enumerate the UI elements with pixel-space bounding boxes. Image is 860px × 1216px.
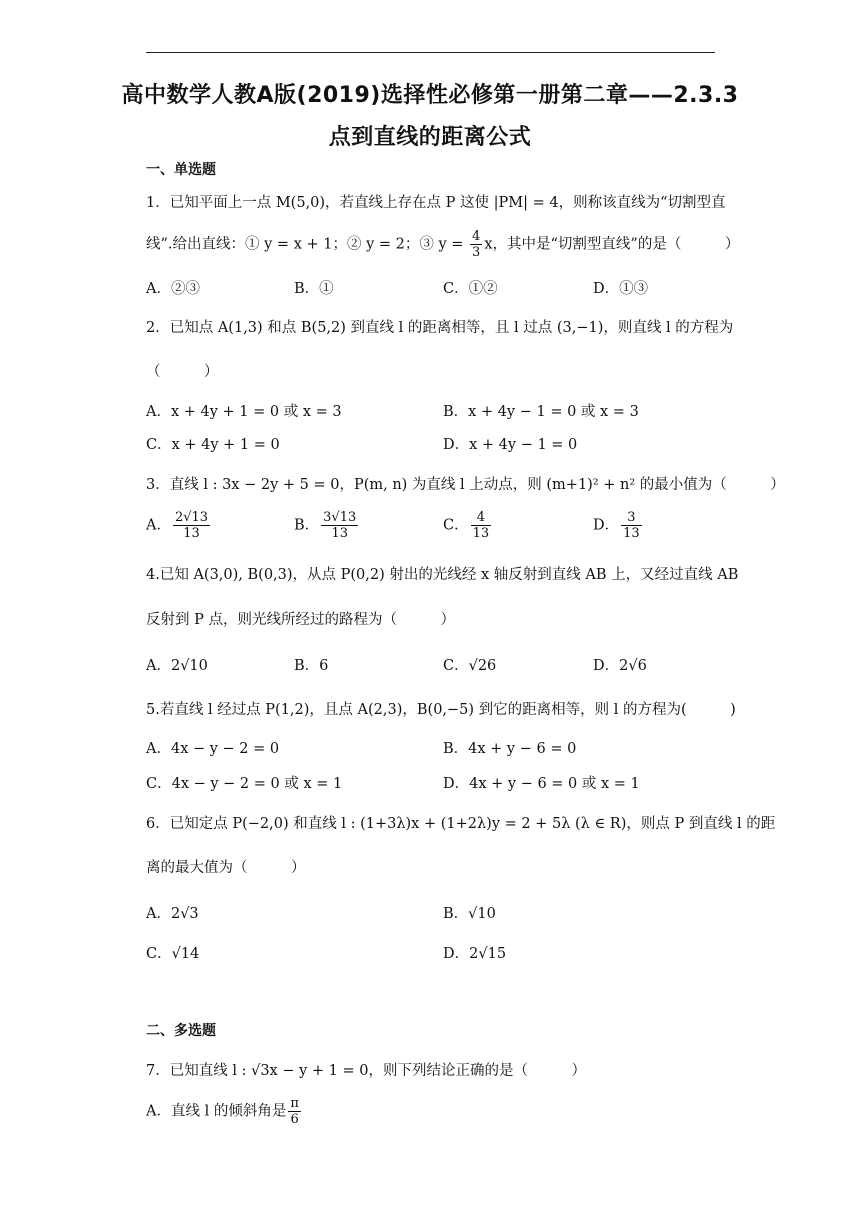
question-5-line1: 5.若直线 l 经过点 P(1,2)，且点 A(2,3)，B(0,−5) 到它的距离相等，则 l 的方程为( )	[146, 702, 736, 718]
q4-option-c[interactable]: C．√26	[443, 658, 497, 674]
fraction-numerator: 3	[621, 510, 642, 526]
question-7-line1: 7．已知直线 l : √3x − y + 1 = 0，则下列结论正确的是（ ）	[146, 1063, 586, 1079]
question-1-line2-pre: 线”.给出直线：① y = x + 1；② y = 2；③ y =	[146, 236, 469, 253]
q4-option-b[interactable]: B．6	[294, 658, 329, 674]
q6-option-d[interactable]: D．2√15	[443, 946, 507, 962]
question-4-line1: 4.已知 A(3,0), B(0,3)，从点 P(0,2) 射出的光线经 x 轴反射到直线 AB 上，又经过直线 AB	[146, 567, 739, 583]
section-single-choice: 一、单选题	[146, 162, 216, 178]
q3-option-a[interactable]	[146, 510, 212, 541]
fraction-numerator: π	[290, 1096, 299, 1111]
question-2-line2: （ ）	[146, 364, 219, 380]
header-rule	[146, 52, 715, 53]
q2-option-b[interactable]: B．x + 4y − 1 = 0 或 x = 3	[443, 404, 639, 420]
question-1-line2-post: x，其中是“切割型直线”的是（ ）	[484, 236, 740, 253]
q3-option-a-label: A．	[146, 517, 171, 534]
fraction-denominator: 3	[472, 245, 481, 260]
q4-option-a[interactable]: A．2√10	[146, 658, 208, 674]
q1-option-b[interactable]: B．①	[294, 281, 334, 297]
question-4-line2: 反射到 P 点，则光线所经过的路程为（ ）	[146, 612, 455, 628]
q5-option-d[interactable]: D．4x + y − 6 = 0 或 x = 1	[443, 776, 640, 792]
question-6-line2: 离的最大值为（ ）	[146, 860, 306, 876]
q6-option-a[interactable]: A．2√3	[146, 906, 199, 922]
q2-option-d[interactable]: D．x + 4y − 1 = 0	[443, 437, 578, 453]
question-1-line2	[146, 229, 739, 260]
fraction-denominator: 13	[472, 526, 490, 541]
fraction-pi-6	[288, 1096, 301, 1127]
q3-option-d-label: D．	[593, 517, 620, 534]
q2-option-c[interactable]: C．x + 4y + 1 = 0	[146, 437, 280, 453]
q3-option-c-label: C．	[443, 517, 469, 534]
q1-option-a[interactable]: A．②③	[146, 281, 200, 297]
q5-option-b[interactable]: B．4x + y − 6 = 0	[443, 741, 577, 757]
fraction-numerator: 4	[472, 229, 481, 244]
question-6-line1: 6．已知定点 P(−2,0) 和直线 l : (1+3λ)x + (1+2λ)y = 2 + 5λ (λ ∈ R)，则点 P 到直线 l 的距	[146, 816, 776, 832]
question-2-line1: 2．已知点 A(1,3) 和点 B(5,2) 到直线 l 的距离相等，且 l 过点 (3,−1)，则直线 l 的方程为	[146, 320, 734, 336]
q3-option-b-label: B．	[294, 517, 320, 534]
q1-option-c[interactable]: C．①②	[443, 281, 498, 297]
q6-option-b[interactable]: B．√10	[443, 906, 496, 922]
question-1-line1: 1．已知平面上一点 M(5,0)，若直线上存在点 P 这使 |PM| = 4，则称该直线为“切割型直	[146, 195, 726, 211]
q3-option-b-fraction	[321, 510, 358, 541]
q3-option-d-fraction	[621, 510, 642, 541]
q3-option-b[interactable]	[294, 510, 360, 541]
q7-option-a-text: A．直线 l 的倾斜角是	[146, 1103, 287, 1120]
q4-option-d[interactable]: D．2√6	[593, 658, 647, 674]
fraction-denominator: 6	[290, 1112, 299, 1127]
fraction-4-3	[470, 229, 482, 260]
fraction-denominator: 13	[331, 526, 348, 541]
q3-option-c[interactable]	[443, 510, 493, 541]
section-multiple-choice: 二、多选题	[146, 1023, 216, 1039]
fraction-numerator: 3√13	[323, 510, 357, 525]
page-subtitle: 点到直线的距离公式	[328, 125, 532, 150]
fraction-denominator: 13	[183, 526, 200, 541]
q5-option-a[interactable]: A．4x − y − 2 = 0	[146, 741, 280, 757]
q5-option-c[interactable]: C．4x − y − 2 = 0 或 x = 1	[146, 776, 343, 792]
q2-option-a[interactable]: A．x + 4y + 1 = 0 或 x = 3	[146, 404, 342, 420]
q3-option-d[interactable]	[593, 510, 644, 541]
q7-option-a[interactable]	[146, 1096, 303, 1127]
q6-option-c[interactable]: C．√14	[146, 946, 200, 962]
question-3-line1: 3．直线 l : 3x − 2y + 5 = 0，P(m, n) 为直线 l 上动点，则 (m+1)² + n² 的最小值为（ ）	[146, 477, 785, 493]
fraction-denominator: 13	[623, 526, 640, 541]
q3-option-a-fraction	[173, 510, 210, 541]
page-title: 高中数学人教A版(2019)选择性必修第一册第二章——2.3.3	[121, 83, 739, 108]
q3-option-c-fraction	[471, 510, 492, 541]
fraction-numerator: 2√13	[174, 510, 209, 525]
fraction-numerator: 4	[471, 510, 492, 526]
q1-option-d[interactable]: D．①③	[593, 281, 649, 297]
